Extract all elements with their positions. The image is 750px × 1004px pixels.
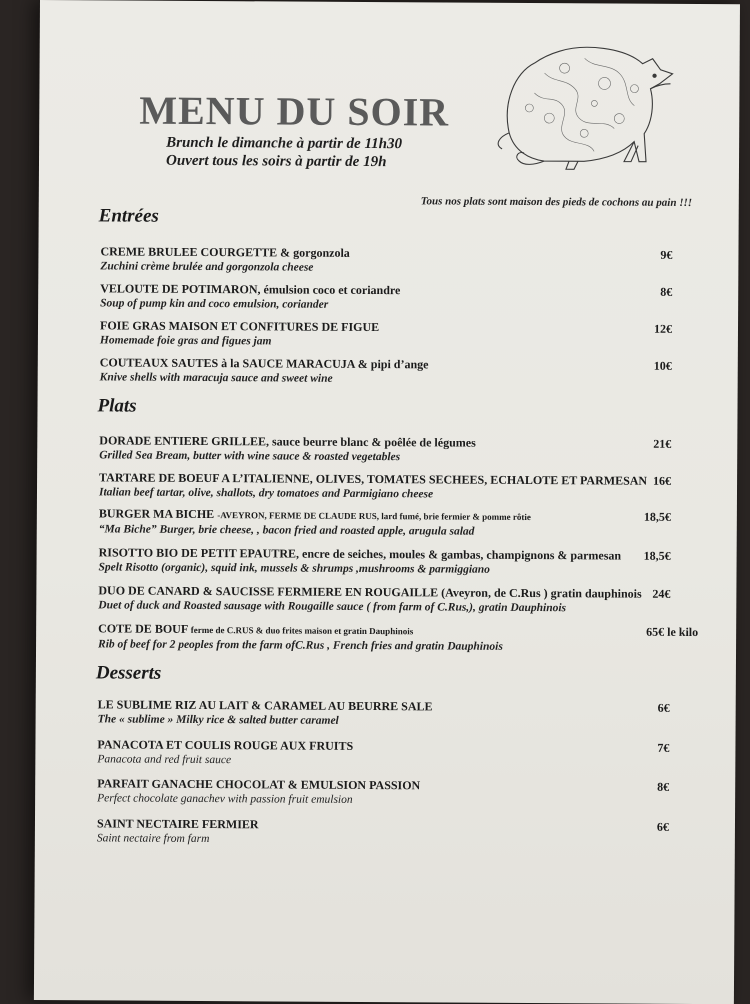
item-description: “Ma Biche” Burger, brie cheese, , bacon fried and roasted apple, arugula salad	[98, 523, 475, 538]
item-name: SAINT NECTAIRE FERMIER	[96, 816, 259, 832]
item-description: Grilled Sea Bream, butter with wine sauce & roasted vegetables	[99, 449, 401, 464]
menu-item	[100, 355, 710, 389]
item-name: VELOUTE DE POTIMARON, émulsion coco et coriandre	[100, 281, 401, 298]
menu-item	[100, 281, 710, 315]
menu-item	[97, 776, 707, 810]
section-heading-entrees: Entrées	[98, 205, 159, 227]
item-price: 6€	[656, 819, 670, 834]
item-name: PANACOTA ET COULIS ROUGE AUX FRUITS	[97, 737, 354, 753]
item-name: DUO DE CANARD & SAUCISSE FERMIERE EN ROUGAILLE (Aveyron, de C.Rus ) gratin dauphinois	[98, 583, 642, 601]
item-price: 9€	[660, 247, 673, 262]
menu-item	[99, 433, 709, 467]
menu-item	[100, 318, 710, 352]
item-description: Spelt Risotto (organic), squid ink, mussels & shrumps ,mushrooms & parmiggiano	[98, 561, 490, 576]
item-name: CREME BRULEE COURGETTE & gorgonzola	[100, 244, 350, 260]
item-description: Italian beef tartar, olive, shallots, dry tomatoes and Parmigiano cheese	[98, 486, 434, 501]
item-price: 10€	[653, 358, 672, 373]
item-name: PARFAIT GANACHE CHOCOLAT & EMULSION PASSION	[97, 776, 421, 793]
item-name-note: ferme de C.RUS & duo frites maison et gratin Dauphinois	[190, 624, 414, 637]
item-price: 65€ le kilo	[646, 624, 699, 640]
item-description: Homemade foie gras and figues jam	[99, 334, 272, 348]
item-description: Panacota and red fruit sauce	[97, 753, 232, 767]
item-price: 18,5€	[643, 509, 671, 524]
item-description: The « sublime » Milky rice & salted butter caramel	[97, 713, 339, 727]
item-description: Soup of pump kin and coco emulsion, coriander	[100, 297, 329, 311]
menu-item	[100, 244, 710, 278]
house-made-tagline: Tous nos plats sont maison des pieds de cochons au pain !!!	[420, 195, 693, 209]
item-price: 6€	[657, 700, 670, 715]
item-name: TARTARE DE BOEUF A L’ITALIENNE, OLIVES, TOMATES SECHEES, ECHALOTE ET PARMESAN	[99, 470, 648, 488]
item-price: 8€	[660, 284, 673, 299]
section-heading-desserts: Desserts	[95, 662, 162, 684]
item-price: 12€	[653, 321, 673, 336]
section-heading-plats: Plats	[97, 395, 137, 417]
menu-item	[97, 737, 707, 771]
item-price: 16€	[653, 473, 672, 488]
item-description: Saint nectaire from farm	[96, 832, 210, 846]
menu-item	[99, 506, 709, 541]
item-description: Perfect chocolate ganachev with passion fruit emulsion	[97, 792, 353, 806]
menu-item	[98, 697, 708, 731]
opening-hours: Ouvert tous les soirs à partir de 19h	[165, 152, 387, 171]
pig-illustration-icon	[474, 33, 675, 174]
item-name-main: BURGER MA BICHE	[98, 506, 218, 522]
item-description: Knive shells with maracuja sauce and sweet wine	[99, 371, 333, 385]
item-name: LE SUBLIME RIZ AU LAIT & CARAMEL AU BEURRE SALE	[97, 697, 433, 714]
item-name: COUTEAUX SAUTES à la SAUCE MARACUJA & pipi d’ange	[99, 355, 429, 372]
menu-item	[99, 470, 709, 504]
item-name: FOIE GRAS MAISON ET CONFITURES DE FIGUE	[99, 318, 380, 335]
item-name-note: -AVEYRON, FERME DE CLAUDE RUS, lard fumé, brie fermier & pomme rôtie	[217, 510, 531, 523]
item-description: Rib of beef for 2 peoples from the farm ofC.Rus , French fries and gratin Dauphinois	[98, 638, 503, 653]
item-price: 21€	[653, 436, 672, 451]
item-name: RISOTTO BIO DE PETIT EPAUTRE, encre de seiches, moules & gambas, champignons & parmesan	[98, 545, 622, 563]
item-name: DORADE ENTIERE GRILLEE, sauce beurre blanc & poêlée de légumes	[99, 433, 476, 450]
item-price: 18,5€	[643, 548, 671, 563]
menu-item	[97, 816, 707, 850]
menu-item	[98, 583, 708, 617]
item-name-main: COTE DE BOUF	[98, 621, 191, 636]
item-price: 24€	[652, 586, 671, 601]
page-title: MENU DU SOIR	[139, 87, 450, 135]
menu-item	[98, 621, 708, 656]
menu-item	[98, 545, 708, 579]
item-price: 7€	[657, 740, 670, 755]
menu-paper	[34, 0, 740, 1004]
item-price: 8€	[657, 779, 670, 794]
item-description: Zuchini crème brulée and gorgonzola cheese	[100, 260, 314, 274]
brunch-hours: Brunch le dimanche à partir de 11h30	[166, 134, 403, 153]
item-description: Duet of duck and Roasted sausage with Rougaille sauce ( from farm of C.Rus,), gratin Dauphinois	[98, 599, 567, 615]
